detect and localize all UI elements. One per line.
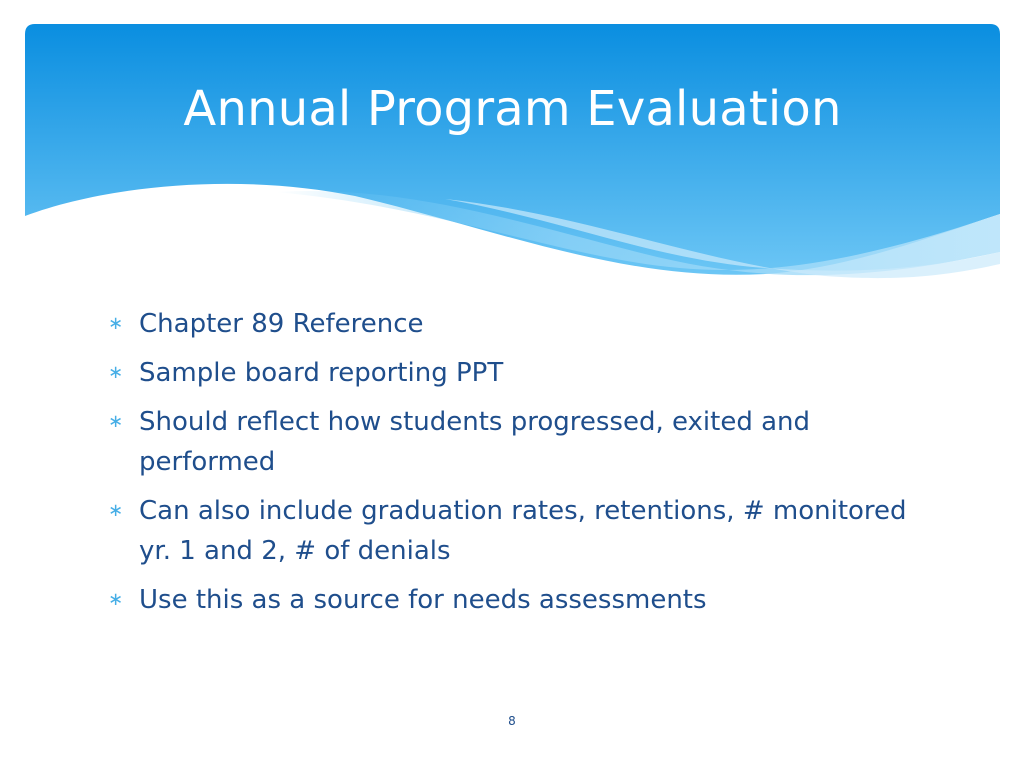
bullet-text: Should reflect how students progressed, exited and performed — [139, 407, 811, 477]
bullet-item — [108, 353, 928, 393]
slide-title: Annual Program Evaluation — [183, 81, 842, 137]
bullet-list — [108, 304, 928, 629]
bullet-text: Sample board reporting PPT — [139, 358, 504, 388]
asterisk-icon: ∗ — [108, 589, 124, 610]
asterisk-icon: ∗ — [108, 500, 124, 521]
page-number: 8 — [508, 714, 516, 728]
bullet-text: Use this as a source for needs assessments — [139, 585, 707, 615]
bullet-item — [108, 402, 928, 482]
bullet-item — [108, 491, 928, 571]
bullet-text: Chapter 89 Reference — [139, 309, 424, 339]
bullet-text: Can also include graduation rates, retentions, # monitored yr. 1 and 2, # of denials — [139, 496, 907, 566]
bullet-item — [108, 580, 928, 620]
asterisk-icon: ∗ — [108, 313, 124, 334]
asterisk-icon: ∗ — [108, 411, 124, 432]
asterisk-icon: ∗ — [108, 362, 124, 383]
header-wave-banner — [25, 24, 1000, 289]
bullet-item — [108, 304, 928, 344]
